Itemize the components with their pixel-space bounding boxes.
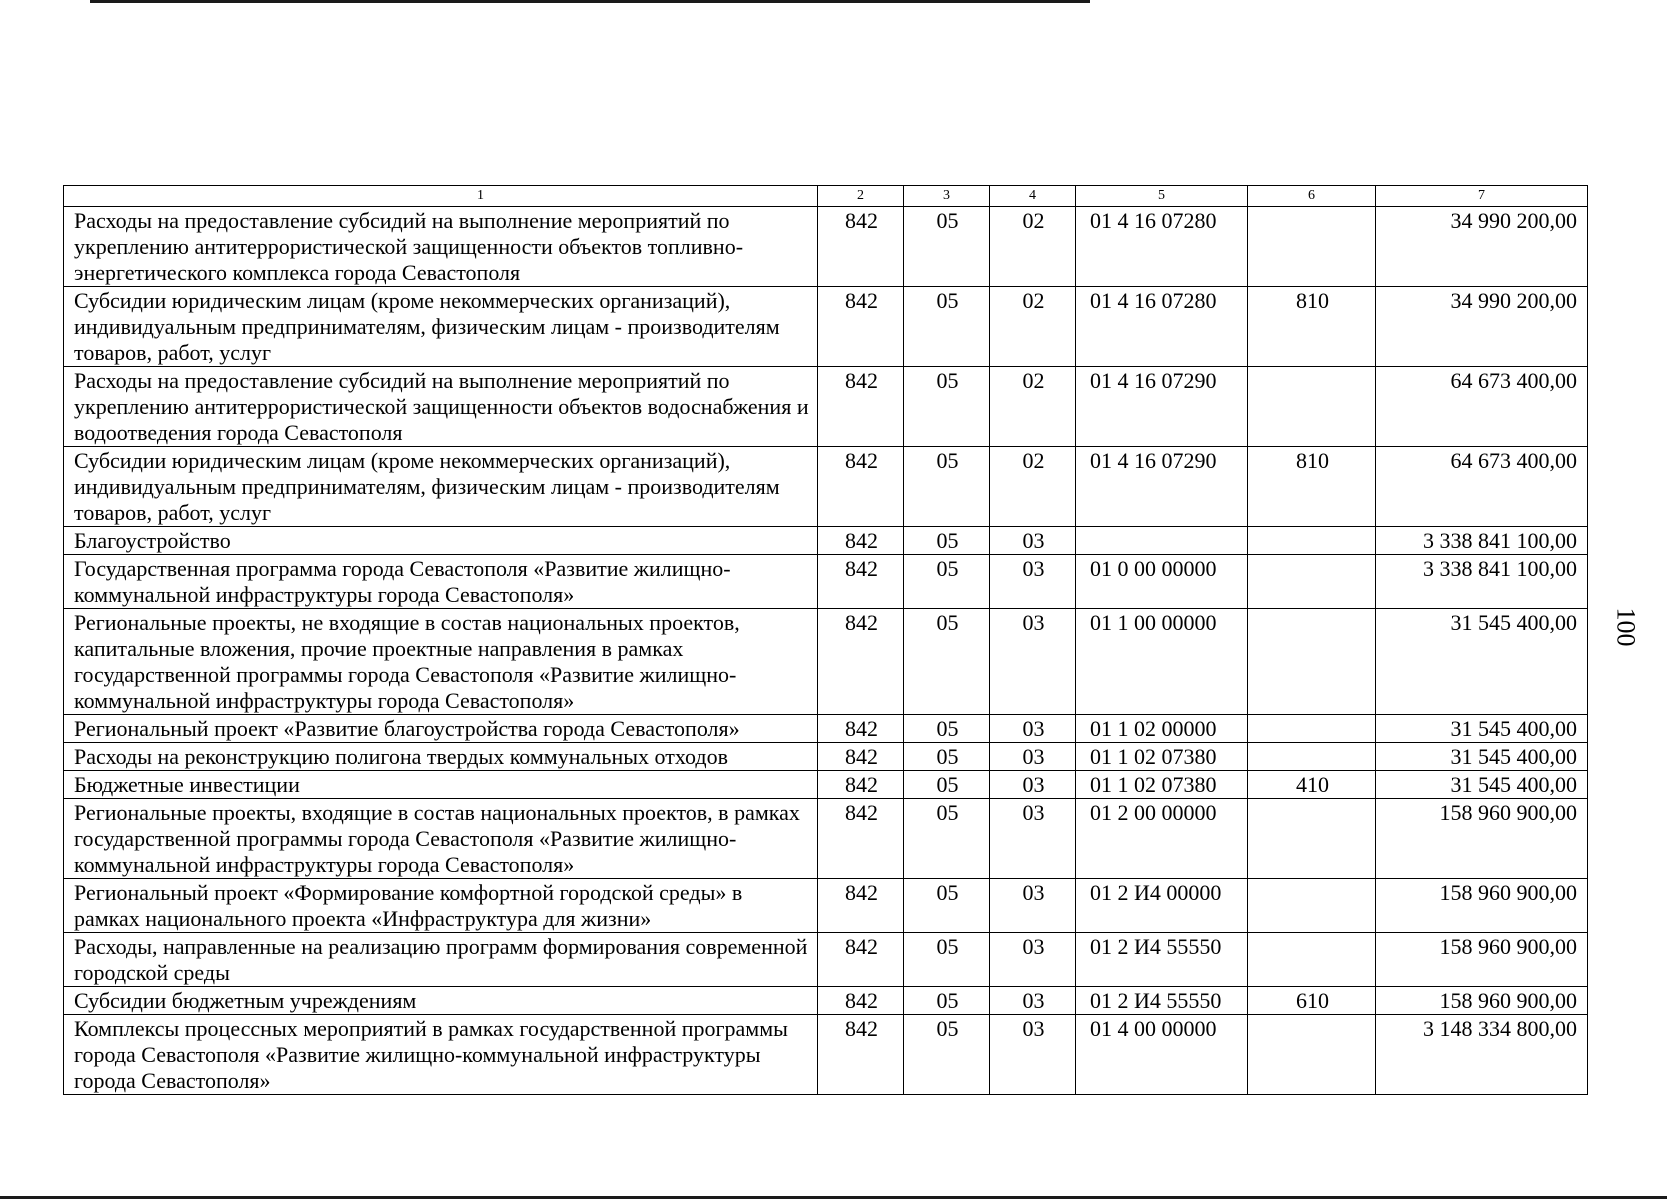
row-grbs-cell: 842 (818, 609, 904, 715)
row-expense-type-cell (1248, 367, 1376, 447)
row-expense-type-cell: 410 (1248, 771, 1376, 799)
row-subsection-cell: 03 (990, 743, 1076, 771)
row-amount-cell: 158 960 900,00 (1376, 933, 1588, 987)
row-name-cell: Региональный проект «Развитие благоустройства города Севастополя» (64, 715, 818, 743)
row-amount-cell: 64 673 400,00 (1376, 367, 1588, 447)
table-row (64, 527, 1588, 555)
table-row (64, 555, 1588, 609)
row-expense-type-cell: 810 (1248, 287, 1376, 367)
column-number-row (64, 186, 1588, 207)
row-grbs-cell: 842 (818, 771, 904, 799)
row-name-cell: Государственная программа города Севастополя «Развитие жилищно-коммунальной инфраструктуры города Севастополя» (64, 555, 818, 609)
row-name-cell: Региональный проект «Формирование комфортной городской среды» в рамках национального проекта «Инфраструктура для жизни» (64, 879, 818, 933)
row-target-article-cell: 01 4 16 07280 (1076, 287, 1248, 367)
row-grbs-cell: 842 (818, 367, 904, 447)
row-subsection-cell: 02 (990, 367, 1076, 447)
row-expense-type-cell: 610 (1248, 987, 1376, 1015)
row-grbs-cell: 842 (818, 207, 904, 287)
row-target-article-cell: 01 2 И4 00000 (1076, 879, 1248, 933)
row-expense-type-cell: 810 (1248, 447, 1376, 527)
row-section-cell: 05 (904, 743, 990, 771)
row-expense-type-cell (1248, 743, 1376, 771)
row-name-cell: Субсидии юридическим лицам (кроме некоммерческих организаций), индивидуальным предпринимателям, физическим лицам - производителям товаров, работ, услуг (64, 447, 818, 527)
row-section-cell: 05 (904, 987, 990, 1015)
row-grbs-cell: 842 (818, 987, 904, 1015)
row-grbs-cell: 842 (818, 799, 904, 879)
row-target-article-cell: 01 4 16 07290 (1076, 447, 1248, 527)
scan-edge-top (90, 0, 1090, 3)
page-number: 100 (1611, 607, 1641, 647)
row-expense-type-cell (1248, 715, 1376, 743)
table-row (64, 799, 1588, 879)
row-subsection-cell: 03 (990, 799, 1076, 879)
row-name-cell: Расходы на реконструкцию полигона твердых коммунальных отходов (64, 743, 818, 771)
row-expense-type-cell (1248, 879, 1376, 933)
table-row (64, 447, 1588, 527)
row-subsection-cell: 03 (990, 609, 1076, 715)
row-amount-cell: 3 338 841 100,00 (1376, 555, 1588, 609)
row-target-article-cell: 01 1 02 07380 (1076, 771, 1248, 799)
row-amount-cell: 31 545 400,00 (1376, 771, 1588, 799)
row-target-article-cell: 01 1 02 00000 (1076, 715, 1248, 743)
row-amount-cell: 31 545 400,00 (1376, 609, 1588, 715)
row-amount-cell: 31 545 400,00 (1376, 743, 1588, 771)
table-row (64, 743, 1588, 771)
row-name-cell: Субсидии бюджетным учреждениям (64, 987, 818, 1015)
row-name-cell: Региональные проекты, входящие в состав национальных проектов, в рамках государственной программы города Севастополя «Развитие жилищно-коммунальной инфраструктуры города Севастополя» (64, 799, 818, 879)
table-row (64, 715, 1588, 743)
row-name-cell: Расходы на предоставление субсидий на выполнение мероприятий по укреплению антитеррористической защищенности объектов топливно-энергетического комплекса города Севастополя (64, 207, 818, 287)
row-name-cell: Благоустройство (64, 527, 818, 555)
row-expense-type-cell (1248, 609, 1376, 715)
row-amount-cell: 64 673 400,00 (1376, 447, 1588, 527)
row-section-cell: 05 (904, 555, 990, 609)
row-subsection-cell: 02 (990, 447, 1076, 527)
row-expense-type-cell (1248, 799, 1376, 879)
row-expense-type-cell (1248, 555, 1376, 609)
row-section-cell: 05 (904, 799, 990, 879)
row-section-cell: 05 (904, 1015, 990, 1095)
row-expense-type-cell (1248, 933, 1376, 987)
row-name-cell: Региональные проекты, не входящие в состав национальных проектов, капитальные вложения, прочие проектные направления в рамках государственной программы города Севастополя «Развитие жилищно-коммунальной инфраструктуры города Севастополя» (64, 609, 818, 715)
row-target-article-cell: 01 2 И4 55550 (1076, 933, 1248, 987)
row-target-article-cell: 01 4 16 07280 (1076, 207, 1248, 287)
column-number: 2 (818, 186, 904, 207)
table-row (64, 987, 1588, 1015)
row-name-cell: Расходы на предоставление субсидий на выполнение мероприятий по укреплению антитеррористической защищенности объектов водоснабжения и водоотведения города Севастополя (64, 367, 818, 447)
row-amount-cell: 3 338 841 100,00 (1376, 527, 1588, 555)
row-amount-cell: 34 990 200,00 (1376, 287, 1588, 367)
table-row (64, 771, 1588, 799)
column-number: 5 (1076, 186, 1248, 207)
row-expense-type-cell (1248, 527, 1376, 555)
row-target-article-cell: 01 0 00 00000 (1076, 555, 1248, 609)
row-amount-cell: 158 960 900,00 (1376, 987, 1588, 1015)
row-target-article-cell: 01 1 02 07380 (1076, 743, 1248, 771)
row-expense-type-cell (1248, 1015, 1376, 1095)
row-target-article-cell: 01 2 И4 55550 (1076, 987, 1248, 1015)
row-subsection-cell: 03 (990, 933, 1076, 987)
table-row (64, 933, 1588, 987)
column-number: 6 (1248, 186, 1376, 207)
table-row (64, 879, 1588, 933)
table-row (64, 287, 1588, 367)
row-subsection-cell: 03 (990, 1015, 1076, 1095)
row-grbs-cell: 842 (818, 715, 904, 743)
row-target-article-cell: 01 2 00 00000 (1076, 799, 1248, 879)
column-number: 3 (904, 186, 990, 207)
row-target-article-cell: 01 4 16 07290 (1076, 367, 1248, 447)
column-number: 4 (990, 186, 1076, 207)
column-number: 1 (64, 186, 818, 207)
table-row (64, 207, 1588, 287)
row-subsection-cell: 03 (990, 555, 1076, 609)
row-section-cell: 05 (904, 527, 990, 555)
row-name-cell: Бюджетные инвестиции (64, 771, 818, 799)
row-amount-cell: 34 990 200,00 (1376, 207, 1588, 287)
row-name-cell: Субсидии юридическим лицам (кроме некоммерческих организаций), индивидуальным предпринимателям, физическим лицам - производителям товаров, работ, услуг (64, 287, 818, 367)
row-section-cell: 05 (904, 715, 990, 743)
table-row (64, 1015, 1588, 1095)
row-subsection-cell: 02 (990, 207, 1076, 287)
row-target-article-cell: 01 4 00 00000 (1076, 1015, 1248, 1095)
row-target-article-cell: 01 1 00 00000 (1076, 609, 1248, 715)
row-name-cell: Комплексы процессных мероприятий в рамках государственной программы города Севастополя «Развитие жилищно-коммунальной инфраструктуры города Севастополя» (64, 1015, 818, 1095)
row-grbs-cell: 842 (818, 743, 904, 771)
table-row (64, 367, 1588, 447)
row-grbs-cell: 842 (818, 287, 904, 367)
row-grbs-cell: 842 (818, 527, 904, 555)
row-section-cell: 05 (904, 367, 990, 447)
row-grbs-cell: 842 (818, 447, 904, 527)
scan-edge-bottom (0, 1196, 1667, 1199)
row-subsection-cell: 02 (990, 287, 1076, 367)
row-grbs-cell: 842 (818, 933, 904, 987)
row-expense-type-cell (1248, 207, 1376, 287)
row-section-cell: 05 (904, 609, 990, 715)
budget-table (63, 185, 1588, 1095)
row-amount-cell: 158 960 900,00 (1376, 799, 1588, 879)
row-section-cell: 05 (904, 207, 990, 287)
row-target-article-cell (1076, 527, 1248, 555)
row-section-cell: 05 (904, 771, 990, 799)
row-subsection-cell: 03 (990, 987, 1076, 1015)
column-number: 7 (1376, 186, 1588, 207)
row-subsection-cell: 03 (990, 879, 1076, 933)
row-grbs-cell: 842 (818, 879, 904, 933)
row-amount-cell: 158 960 900,00 (1376, 879, 1588, 933)
row-section-cell: 05 (904, 287, 990, 367)
row-name-cell: Расходы, направленные на реализацию программ формирования современной городской среды (64, 933, 818, 987)
row-section-cell: 05 (904, 447, 990, 527)
row-amount-cell: 3 148 334 800,00 (1376, 1015, 1588, 1095)
table-row (64, 609, 1588, 715)
row-subsection-cell: 03 (990, 715, 1076, 743)
row-section-cell: 05 (904, 933, 990, 987)
row-subsection-cell: 03 (990, 527, 1076, 555)
row-grbs-cell: 842 (818, 1015, 904, 1095)
row-grbs-cell: 842 (818, 555, 904, 609)
row-amount-cell: 31 545 400,00 (1376, 715, 1588, 743)
row-subsection-cell: 03 (990, 771, 1076, 799)
row-section-cell: 05 (904, 879, 990, 933)
